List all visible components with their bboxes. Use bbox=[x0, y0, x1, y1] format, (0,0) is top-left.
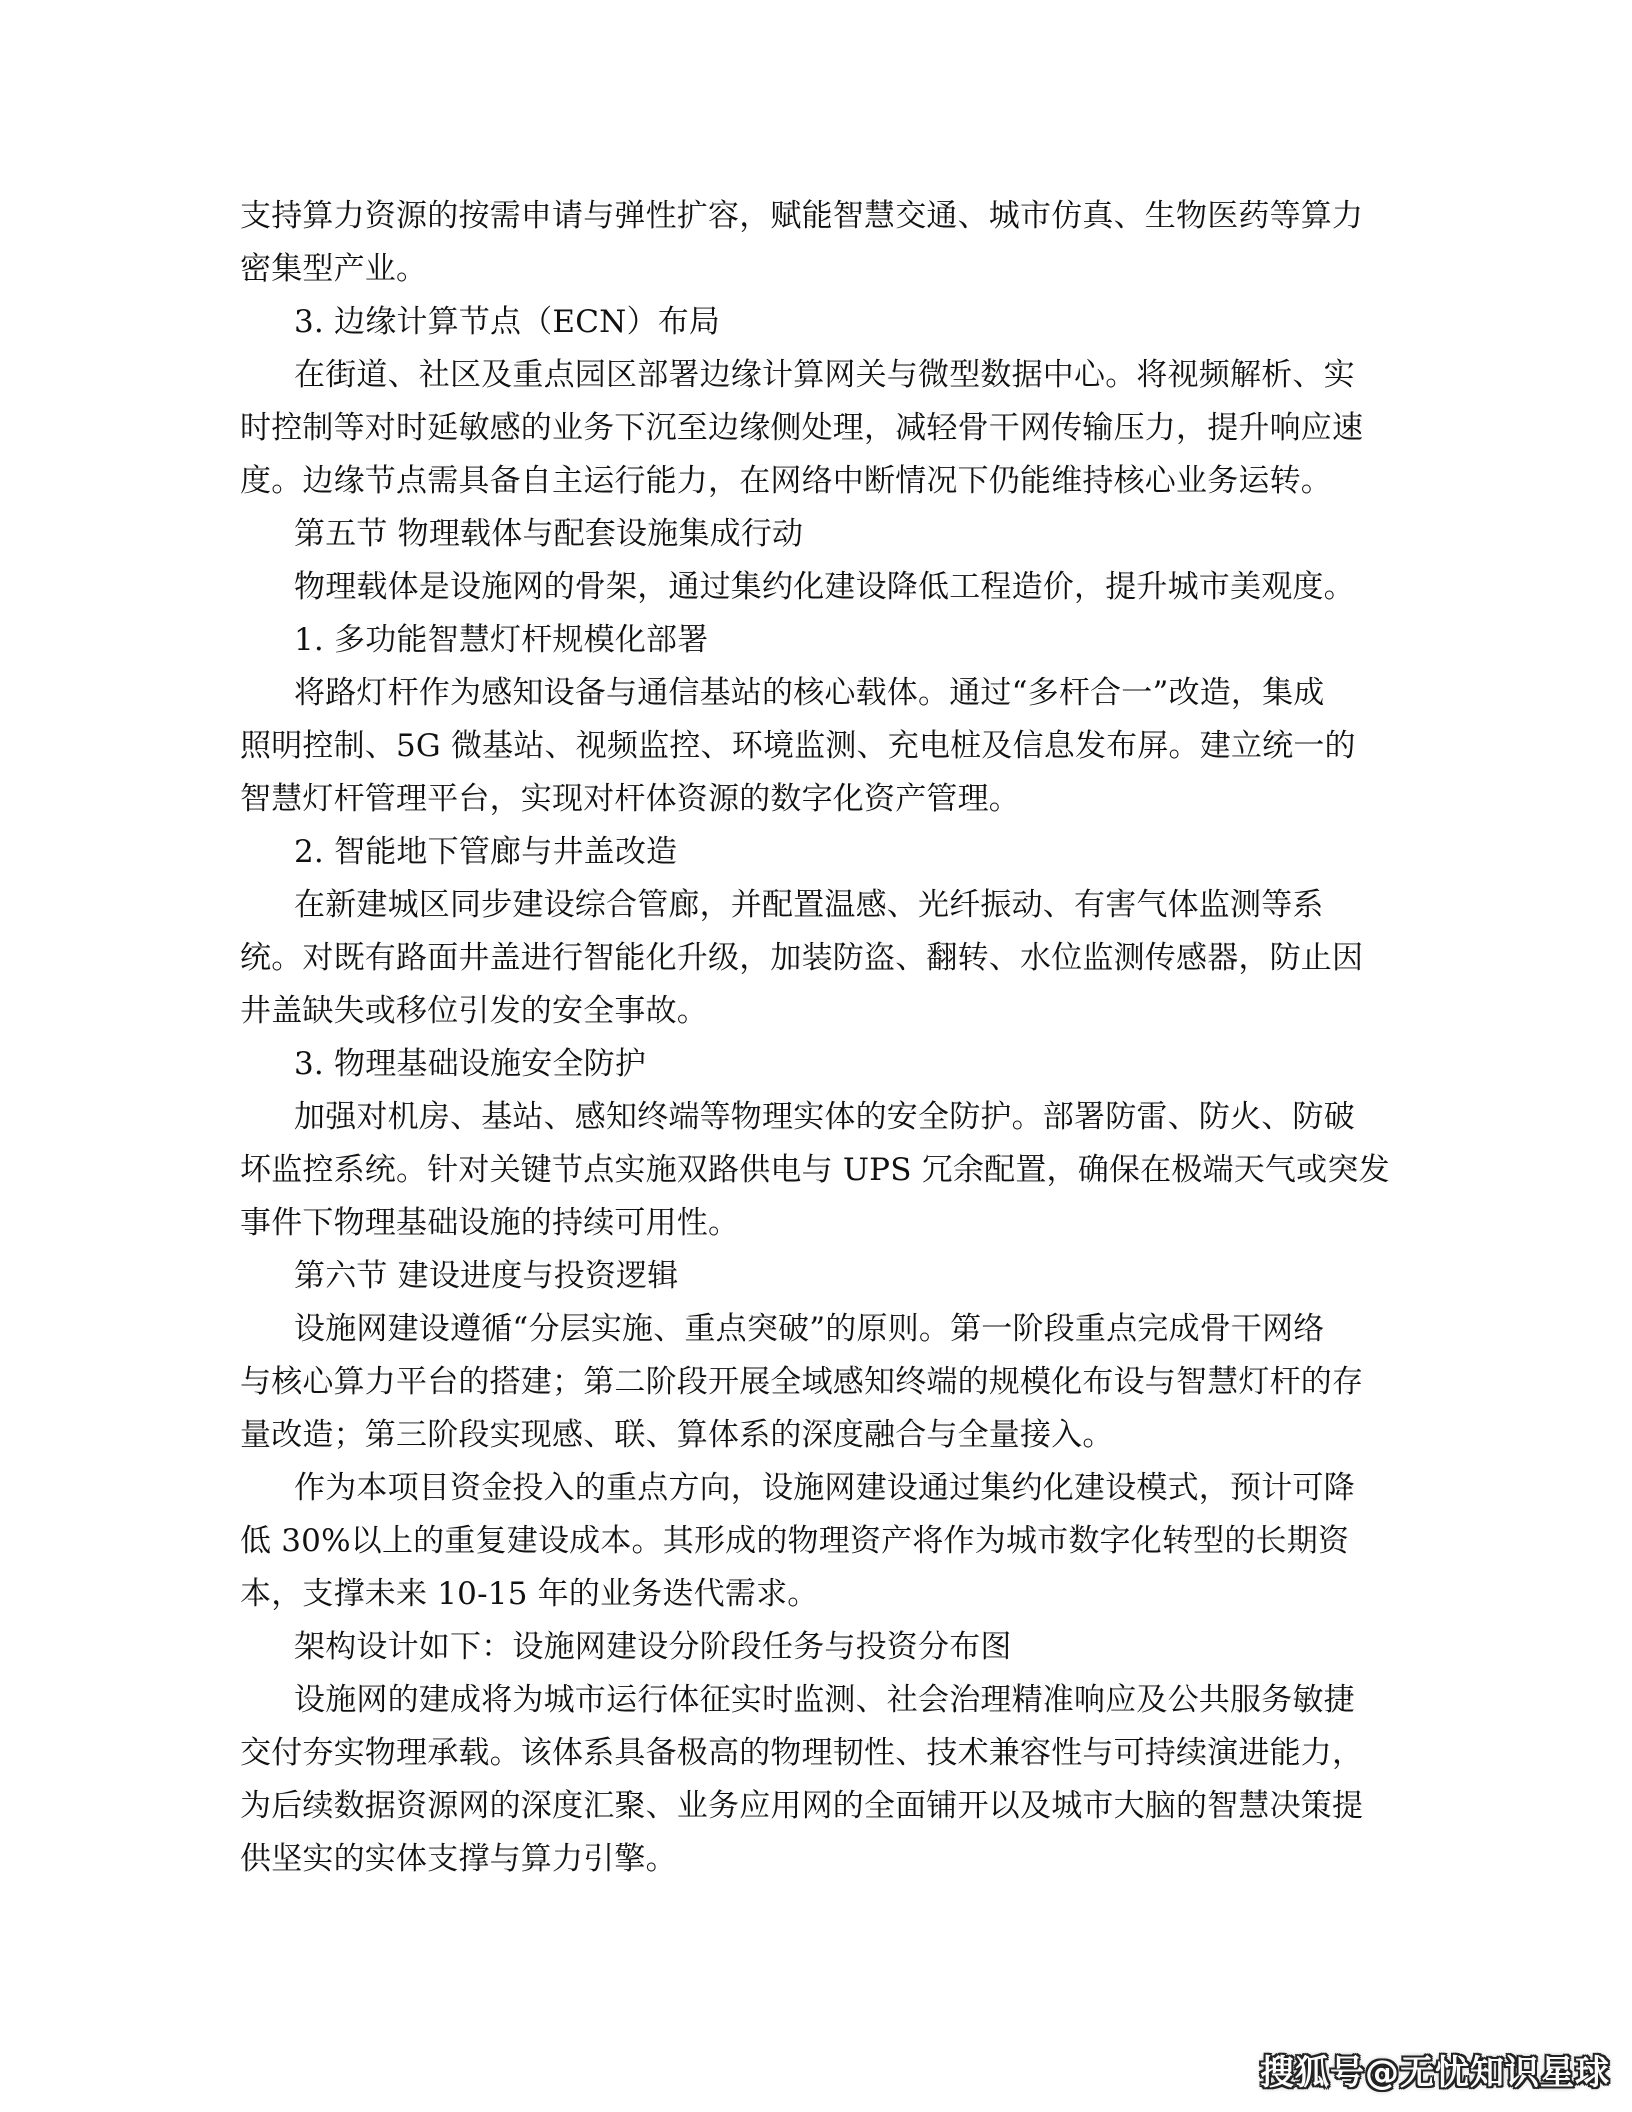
text-line: 在街道、社区及重点园区部署边缘计算网关与微型数据中心。将视频解析、实 bbox=[294, 357, 1355, 393]
text-line: 密集型产业。 bbox=[240, 251, 428, 287]
text-line: 智慧灯杆管理平台，实现对杆体资源的数字化资产管理。 bbox=[240, 781, 1020, 817]
text-line: 本，支撑未来 10-15 年的业务迭代需求。 bbox=[240, 1576, 819, 1612]
text-line: 1. 多功能智慧灯杆规模化部署 bbox=[294, 622, 709, 658]
text-line: 量改造；第三阶段实现感、联、算体系的深度融合与全量接入。 bbox=[240, 1417, 1114, 1453]
text-line: 支持算力资源的按需申请与弹性扩容，赋能智慧交通、城市仿真、生物医药等算力 bbox=[240, 198, 1364, 234]
text-line: 作为本项目资金投入的重点方向，设施网建设通过集约化建设模式，预计可降 bbox=[294, 1470, 1355, 1506]
text-line: 3. 边缘计算节点（ECN）布局 bbox=[294, 304, 721, 340]
text-line: 设施网建设遵循“分层实施、重点突破”的原则。第一阶段重点完成骨干网络 bbox=[294, 1311, 1325, 1347]
text-line: 事件下物理基础设施的持续可用性。 bbox=[240, 1205, 740, 1241]
text-line: 第五节 物理载体与配套设施集成行动 bbox=[294, 516, 804, 552]
text-line: 照明控制、5G 微基站、视频监控、环境监测、充电桩及信息发布屏。建立统一的 bbox=[240, 728, 1356, 764]
text-line: 时控制等对时延敏感的业务下沉至边缘侧处理，减轻骨干网传输压力，提升响应速 bbox=[240, 410, 1364, 446]
text-line: 架构设计如下：设施网建设分阶段任务与投资分布图 bbox=[294, 1629, 1012, 1665]
text-line: 井盖缺失或移位引发的安全事故。 bbox=[240, 993, 708, 1029]
text-line: 3. 物理基础设施安全防护 bbox=[294, 1046, 647, 1082]
text-line: 物理载体是设施网的骨架，通过集约化建设降低工程造价，提升城市美观度。 bbox=[294, 569, 1355, 605]
text-line: 第六节 建设进度与投资逻辑 bbox=[294, 1258, 679, 1294]
text-line: 2. 智能地下管廊与井盖改造 bbox=[294, 834, 678, 870]
text-line: 交付夯实物理承载。该体系具备极高的物理韧性、技术兼容性与可持续演进能力， bbox=[240, 1735, 1364, 1771]
text-line: 加强对机房、基站、感知终端等物理实体的安全防护。部署防雷、防火、防破 bbox=[294, 1099, 1355, 1135]
watermark: 搜狐号@无忧知识星球 bbox=[1260, 2053, 1610, 2093]
text-line: 与核心算力平台的搭建；第二阶段开展全域感知终端的规模化布设与智慧灯杆的存 bbox=[240, 1364, 1364, 1400]
text-line: 将路灯杆作为感知设备与通信基站的核心载体。通过“多杆合一”改造，集成 bbox=[294, 675, 1325, 711]
text-line: 供坚实的实体支撑与算力引擎。 bbox=[240, 1841, 677, 1877]
text-line: 低 30%以上的重复建设成本。其形成的物理资产将作为城市数字化转型的长期资 bbox=[240, 1523, 1350, 1559]
document-body bbox=[240, 190, 1390, 1886]
text-line: 设施网的建成将为城市运行体征实时监测、社会治理精准响应及公共服务敏捷 bbox=[294, 1682, 1355, 1718]
text-line: 为后续数据资源网的深度汇聚、业务应用网的全面铺开以及城市大脑的智慧决策提 bbox=[240, 1788, 1364, 1824]
text-line: 度。边缘节点需具备自主运行能力，在网络中断情况下仍能维持核心业务运转。 bbox=[240, 463, 1332, 499]
text-line: 在新建城区同步建设综合管廊，并配置温感、光纤振动、有害气体监测等系 bbox=[294, 887, 1324, 923]
text-line: 坏监控系统。针对关键节点实施双路供电与 UPS 冗余配置，确保在极端天气或突发 bbox=[240, 1152, 1390, 1188]
text-line: 统。对既有路面井盖进行智能化升级，加装防盗、翻转、水位监测传感器，防止因 bbox=[240, 940, 1364, 976]
